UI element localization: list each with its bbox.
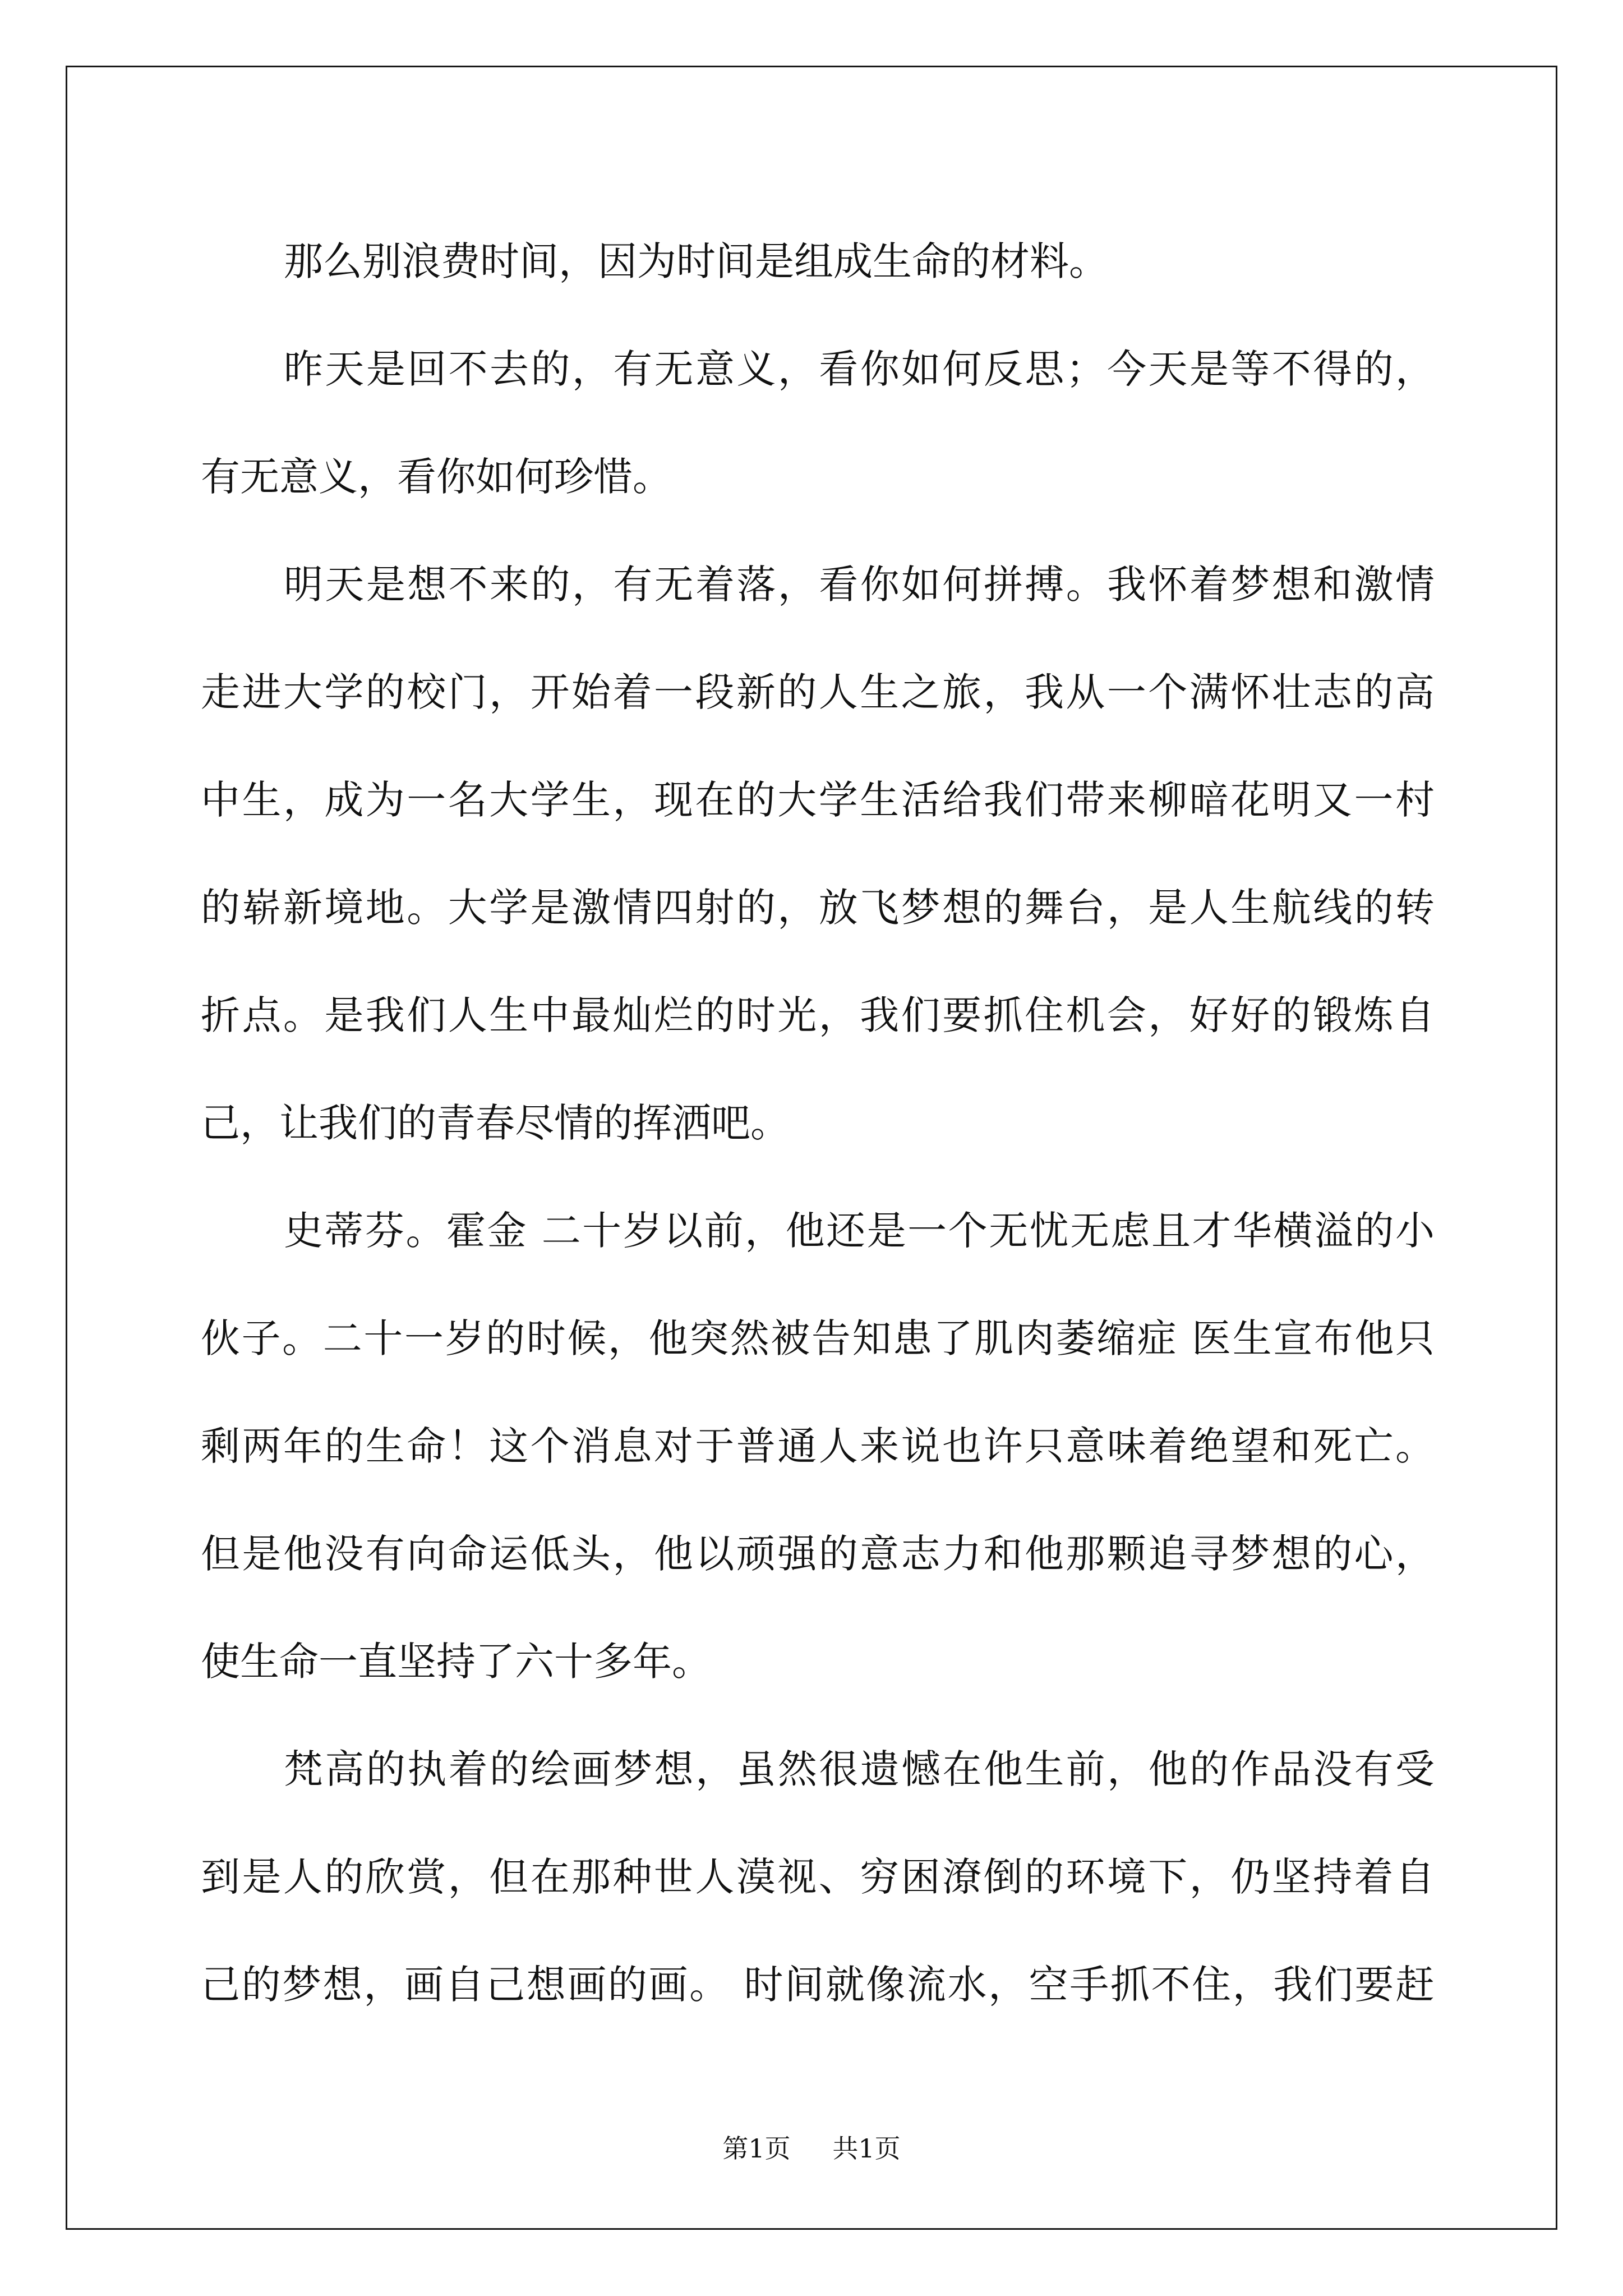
text-line: 走进大学的校门，开始着一段新的人生之旅，我从一个满怀壮志的高 — [201, 669, 1435, 715]
text-line: 史蒂芬。霍金 二十岁以前，他还是一个无忧无虑且才华横溢的小 — [284, 1208, 1435, 1254]
text-line: 己的梦想，画自己想画的画。 时间就像流水，空手抓不住，我们要赶 — [201, 1962, 1435, 2008]
text-line: 明天是想不来的，有无着落，看你如何拼搏。我怀着梦想和激情 — [284, 562, 1435, 608]
page-number-total: 共1页 — [832, 2133, 901, 2164]
document-body — [201, 208, 1435, 2039]
page-footer — [0, 2132, 1623, 2165]
text-line: 的崭新境地。大学是激情四射的，放飞梦想的舞台，是人生航线的转 — [201, 885, 1435, 931]
text-line: 折点。是我们人生中最灿烂的时光，我们要抓住机会，好好的锻炼自 — [201, 992, 1435, 1038]
page-number-current: 第1页 — [722, 2133, 791, 2164]
text-line: 伙子。二十一岁的时候，他突然被告知患了肌肉萎缩症 医生宣布他只 — [201, 1315, 1435, 1361]
text-line: 使生命一直坚持了六十多年。 — [201, 1639, 711, 1685]
text-line: 有无意义，看你如何珍惜。 — [201, 454, 672, 500]
text-line: 但是他没有向命运低头，他以顽强的意志力和他那颗追寻梦想的心， — [201, 1531, 1435, 1577]
text-line: 到是人的欣赏，但在那种世人漠视、穷困潦倒的环境下，仍坚持着自 — [201, 1854, 1435, 1900]
text-line: 己，让我们的青春尽情的挥洒吧。 — [201, 1100, 790, 1146]
text-line: 中生，成为一名大学生，现在的大学生活给我们带来柳暗花明又一村 — [201, 777, 1435, 823]
text-line: 那么别浪费时间，因为时间是组成生命的材料。 — [284, 238, 1108, 284]
text-line: 昨天是回不去的，有无意义，看你如何反思；今天是等不得的， — [284, 346, 1435, 392]
text-line: 剩两年的生命！这个消息对于普通人来说也许只意味着绝望和死亡。 — [201, 1423, 1435, 1469]
text-line: 梵高的执着的绘画梦想，虽然很遗憾在他生前，他的作品没有受 — [284, 1746, 1435, 1792]
